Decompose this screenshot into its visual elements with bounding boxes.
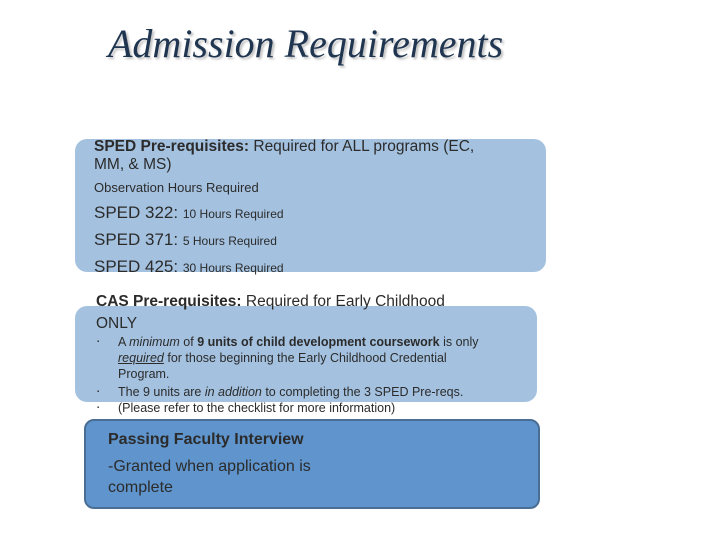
bullet-icon: ▪	[97, 339, 100, 345]
cas-heading-line2: ONLY	[96, 315, 138, 332]
course-code: SPED 322:	[94, 203, 179, 222]
text-run-em: minimum	[129, 335, 180, 349]
page-title: Admission Requirements	[108, 21, 504, 66]
sped-heading-line2: MM, & MS)	[94, 156, 172, 173]
interview-heading: Passing Faculty Interview	[108, 431, 304, 448]
interview-line2: complete	[108, 479, 173, 496]
course-hours: 10 Hours Required	[182, 207, 284, 221]
cas-heading	[96, 293, 445, 311]
cas-bullet-1-line2	[118, 351, 447, 365]
cas-bullet-1-line1	[118, 335, 479, 349]
bullet-icon: ▪	[97, 405, 100, 411]
text-run: of	[179, 335, 198, 349]
course-row-sped-322	[94, 203, 284, 223]
interview-line1: -Granted when application is	[108, 458, 311, 475]
sped-heading-bold: SPED Pre-requisites:	[94, 138, 250, 155]
observation-hours-label: Observation Hours Required	[94, 180, 259, 195]
cas-bullet-3: (Please refer to the checklist for more information)	[118, 401, 396, 415]
sped-heading	[94, 138, 474, 156]
cas-bullet-2	[118, 385, 463, 399]
text-run-em: in addition	[204, 385, 262, 399]
cas-heading-rest: Required for Early Childhood	[241, 293, 445, 310]
course-code: SPED 425:	[94, 257, 179, 276]
bullet-icon: ▪	[97, 389, 100, 395]
cas-bullet-1-line3: Program.	[118, 367, 170, 381]
text-run-underline: required	[118, 351, 164, 365]
text-run: is only	[439, 335, 479, 349]
text-run: A	[118, 335, 130, 349]
cas-heading-bold: CAS Pre-requisites:	[96, 293, 242, 310]
course-row-sped-425	[94, 257, 284, 277]
text-run-strong: 9 units of child development coursework	[197, 335, 440, 349]
sped-heading-rest: Required for ALL programs (EC,	[249, 138, 475, 155]
text-run: The 9 units are	[118, 385, 205, 399]
text-run: for those beginning the Early Childhood Credential	[163, 351, 447, 365]
course-row-sped-371	[94, 230, 277, 250]
course-hours: 5 Hours Required	[182, 234, 277, 248]
course-hours: 30 Hours Required	[182, 261, 284, 275]
text-run: to completing the 3 SPED Pre-reqs.	[261, 385, 464, 399]
course-code: SPED 371:	[94, 230, 179, 249]
